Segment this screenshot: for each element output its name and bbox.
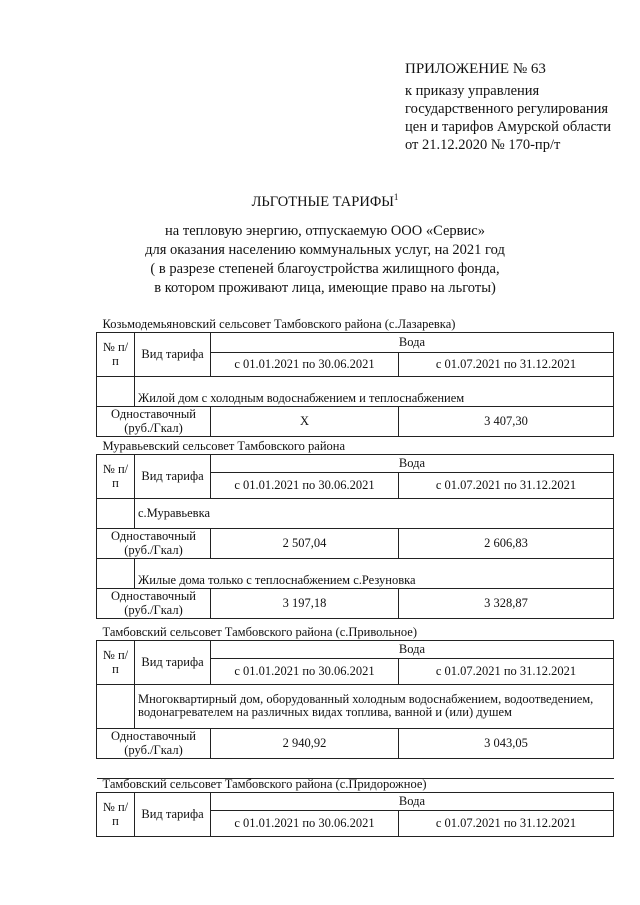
document-title bbox=[100, 188, 550, 212]
column-header-water: Вода bbox=[211, 792, 614, 810]
column-header-number: № п/п bbox=[97, 640, 135, 684]
heading-line: в котором проживают лица, имеющие право на льготы) bbox=[154, 279, 496, 296]
heading-line: на тепловую энергию, отпускаемую ООО «Сервис» bbox=[165, 222, 485, 239]
tariff-value-period-2: 2 606,83 bbox=[399, 528, 614, 558]
column-header-number: № п/п bbox=[97, 792, 135, 836]
housing-description: Жилые дома только с теплоснабжением с.Резуновка bbox=[135, 558, 614, 588]
appendix-line: государственного регулирования bbox=[405, 101, 609, 117]
tariff-value-period-1: 2 940,92 bbox=[211, 728, 399, 758]
column-header-period-2: с 01.07.2021 по 31.12.2021 bbox=[399, 810, 614, 836]
housing-description: Многоквартирный дом, оборудованный холодным водоснабжением, водоотведением, водонагревателем на различных видах топлива, ванной и (или) душем bbox=[135, 684, 614, 728]
tariff-table-section-1 bbox=[96, 316, 614, 437]
tariff-value-period-1: Х bbox=[211, 406, 399, 436]
housing-description: Жилой дом с холодным водоснабжением и теплоснабжением bbox=[135, 376, 614, 406]
column-header-tariff-type: Вид тарифа bbox=[135, 792, 211, 836]
column-header-number: № п/п bbox=[97, 454, 135, 498]
spacer-row bbox=[97, 758, 614, 778]
tariff-value-period-2: 3 407,30 bbox=[399, 406, 614, 436]
column-header-water: Вода bbox=[211, 454, 614, 472]
tariff-label: Одноставочный (руб./Гкал) bbox=[97, 728, 211, 758]
column-header-period-1: с 01.01.2021 по 30.06.2021 bbox=[211, 472, 399, 498]
tariff-label: Одноставочный (руб./Гкал) bbox=[97, 588, 211, 618]
section-title: Муравьевский сельсовет Тамбовского района bbox=[97, 438, 614, 454]
housing-description: с.Муравьевка bbox=[135, 498, 614, 528]
tariff-label: Одноставочный (руб./Гкал) bbox=[97, 528, 211, 558]
tariff-value-period-2: 3 043,05 bbox=[399, 728, 614, 758]
column-header-period-2: с 01.07.2021 по 31.12.2021 bbox=[399, 658, 614, 684]
column-header-tariff-type: Вид тарифа bbox=[135, 332, 211, 376]
heading-line: для оказания населению коммунальных услуг, на 2021 год bbox=[145, 241, 505, 258]
appendix-title: ПРИЛОЖЕНИЕ № 63 bbox=[405, 61, 546, 77]
column-header-tariff-type: Вид тарифа bbox=[135, 640, 211, 684]
appendix-line: к приказу управления bbox=[405, 83, 540, 99]
column-header-period-1: с 01.01.2021 по 30.06.2021 bbox=[211, 810, 399, 836]
tariff-table-section-4 bbox=[96, 776, 614, 837]
column-header-period-2: с 01.07.2021 по 31.12.2021 bbox=[399, 352, 614, 376]
appendix-block bbox=[405, 60, 611, 154]
column-header-period-1: с 01.01.2021 по 30.06.2021 bbox=[211, 658, 399, 684]
appendix-line: от 21.12.2020 № 170-пр/т bbox=[405, 137, 561, 153]
column-header-water: Вода bbox=[211, 332, 614, 352]
tariff-value-period-1: 2 507,04 bbox=[211, 528, 399, 558]
tariff-table-section-2 bbox=[96, 438, 614, 619]
tariff-value-period-2: 3 328,87 bbox=[399, 588, 614, 618]
column-header-period-2: с 01.07.2021 по 31.12.2021 bbox=[399, 472, 614, 498]
empty-cell bbox=[97, 558, 135, 588]
section-title: Тамбовский сельсовет Тамбовского района (с.Привольное) bbox=[97, 624, 614, 640]
title-text: ЛЬГОТНЫЕ ТАРИФЫ bbox=[251, 193, 394, 210]
column-header-period-1: с 01.01.2021 по 30.06.2021 bbox=[211, 352, 399, 376]
section-title: Козьмодемьяновский сельсовет Тамбовского района (с.Лазаревка) bbox=[97, 316, 614, 332]
tariff-table-section-3 bbox=[96, 624, 614, 779]
tariff-label: Одноставочный (руб./Гкал) bbox=[97, 406, 211, 436]
column-header-tariff-type: Вид тарифа bbox=[135, 454, 211, 498]
column-header-number: № п/п bbox=[97, 332, 135, 376]
section-title: Тамбовский сельсовет Тамбовского района (с.Придорожное) bbox=[97, 776, 614, 792]
footnote-mark: 1 bbox=[393, 192, 399, 202]
empty-cell bbox=[97, 684, 135, 728]
appendix-line: цен и тарифов Амурской области bbox=[405, 119, 612, 135]
heading-line: ( в разрезе степеней благоустройства жилищного фонда, bbox=[150, 260, 500, 277]
empty-cell bbox=[97, 376, 135, 406]
empty-cell bbox=[97, 498, 135, 528]
tariff-value-period-1: 3 197,18 bbox=[211, 588, 399, 618]
column-header-water: Вода bbox=[211, 640, 614, 658]
document-heading bbox=[100, 188, 550, 298]
